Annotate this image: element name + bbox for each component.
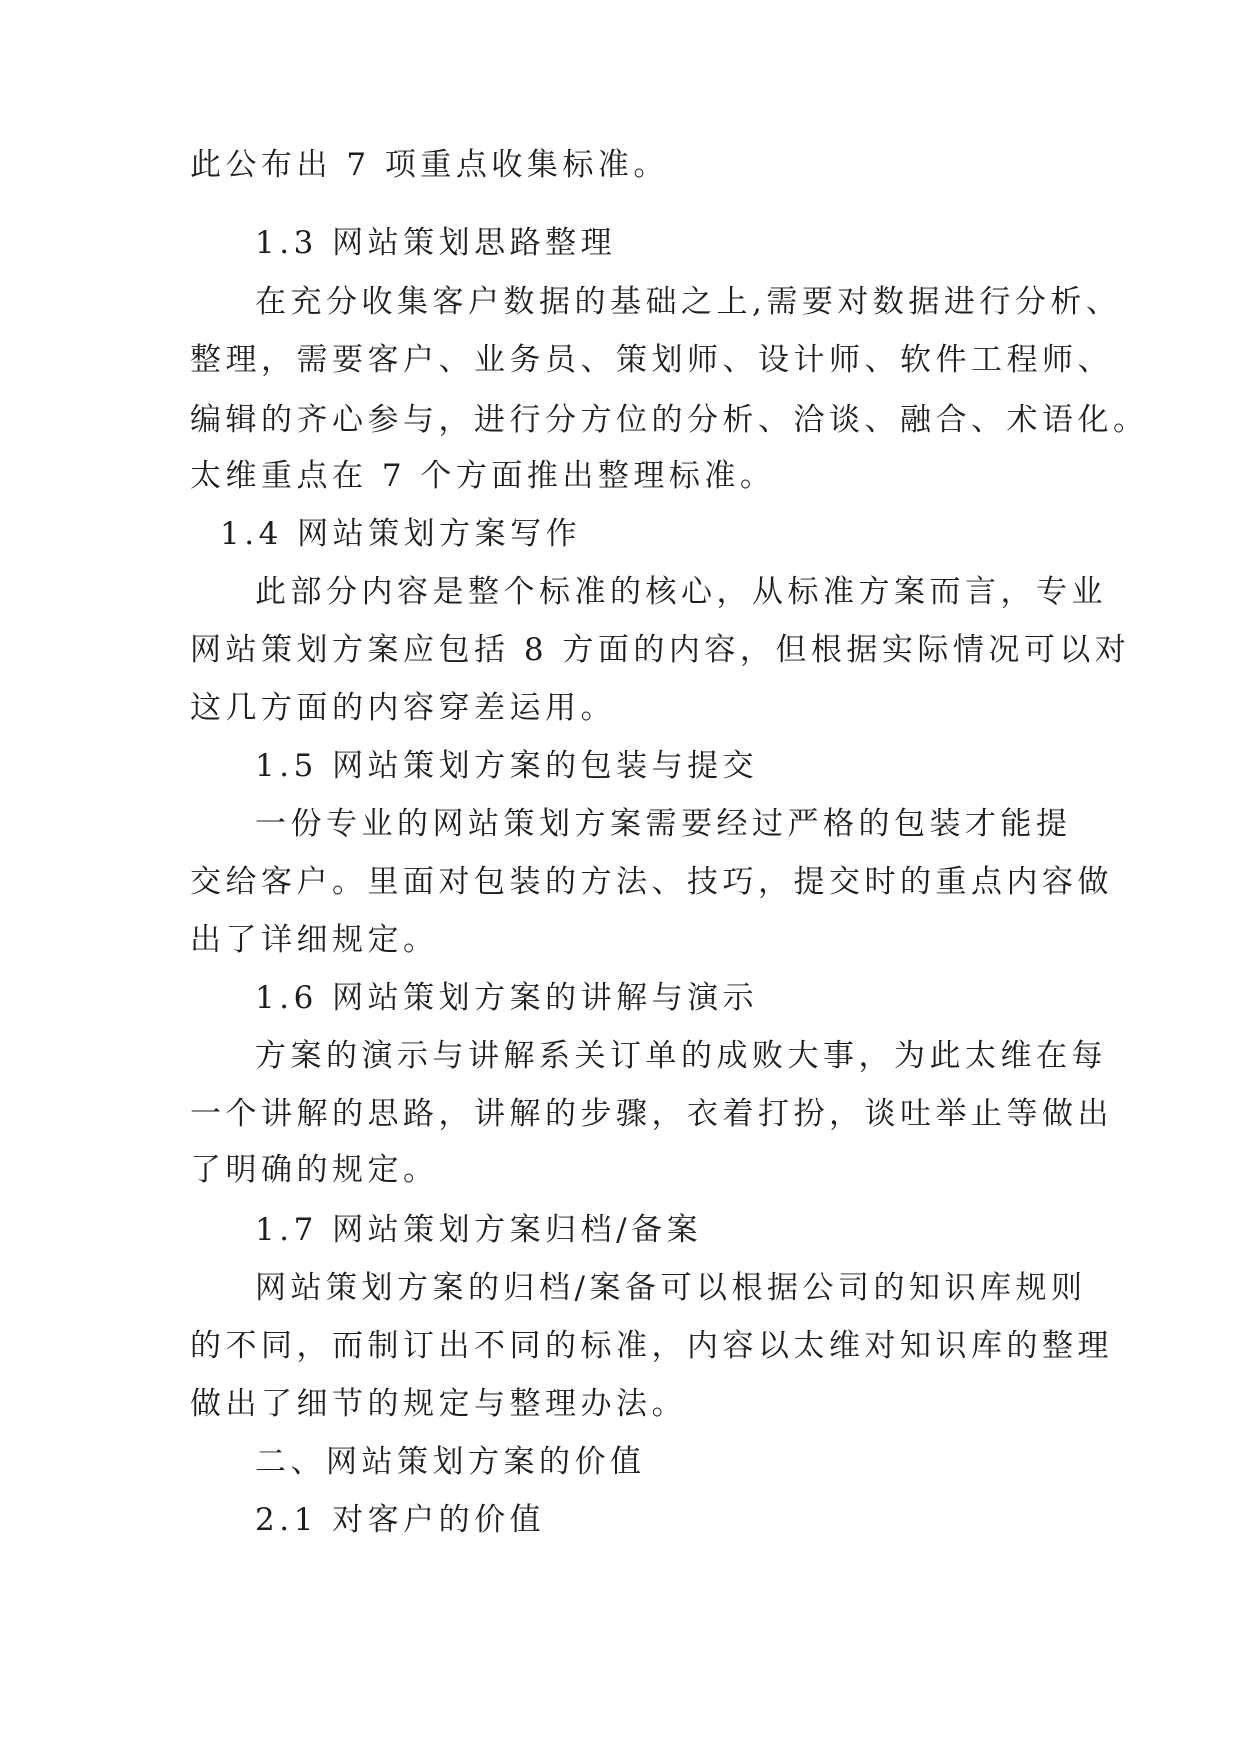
section-heading: 2.1 对客户的价值 <box>255 1502 546 1538</box>
paragraph-line: 做出了细节的规定与整理办法。 <box>190 1386 687 1422</box>
paragraph-line: 此公布出 7 项重点收集标准。 <box>190 147 669 183</box>
paragraph-line: 了明确的规定。 <box>190 1152 439 1188</box>
paragraph-line: 方案的演示与讲解系关订单的成败大事，为此太维在每 <box>255 1038 1107 1074</box>
paragraph-line: 这几方面的内容穿差运用。 <box>190 690 616 726</box>
paragraph-line: 太维重点在 7 个方面推出整理标准。 <box>190 458 776 494</box>
paragraph-line: 出了详细规定。 <box>190 922 439 958</box>
paragraph-line: 此部分内容是整个标准的核心，从标准方案而言，专业 <box>255 574 1107 610</box>
paragraph-line: 一份专业的网站策划方案需要经过严格的包装才能提 <box>255 806 1072 842</box>
paragraph-line: 网站策划方案应包括 8 方面的内容，但根据实际情况可以对 <box>190 632 1131 668</box>
section-heading: 1.3 网站策划思路整理 <box>255 225 617 261</box>
section-heading: 1.5 网站策划方案的包装与提交 <box>255 748 759 784</box>
paragraph-line: 的不同，而制订出不同的标准，内容以太维对知识库的整理 <box>190 1328 1113 1364</box>
paragraph-line: 在充分收集客户数据的基础之上,需要对数据进行分析、 <box>255 284 1122 320</box>
paragraph-line: 一个讲解的思路，讲解的步骤，衣着打扮，谈吐举止等做出 <box>190 1096 1113 1132</box>
paragraph-line: 网站策划方案的归档/案备可以根据公司的知识库规则 <box>255 1270 1087 1306</box>
paragraph-line: 交给客户。里面对包装的方法、技巧，提交时的重点内容做 <box>190 864 1113 900</box>
chapter-heading: 二、网站策划方案的价值 <box>255 1444 646 1480</box>
paragraph-line: 编辑的齐心参与，进行分方位的分析、洽谈、融合、术语化。 <box>190 402 1149 438</box>
section-heading: 1.7 网站策划方案归档/备案 <box>255 1212 703 1248</box>
paragraph-line: 整理，需要客户、业务员、策划师、设计师、软件工程师、 <box>190 342 1113 378</box>
section-heading: 1.6 网站策划方案的讲解与演示 <box>255 980 759 1016</box>
section-heading: 1.4 网站策划方案写作 <box>220 516 582 552</box>
